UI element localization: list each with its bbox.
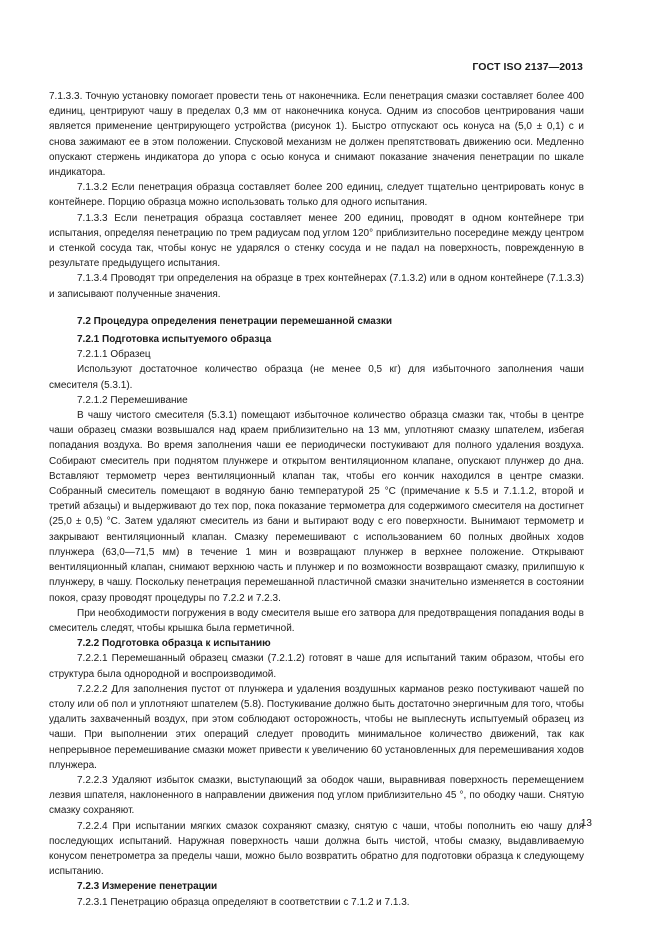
paragraph: 7.1.3.2 Если пенетрация образца составляет более 200 единиц, следует тщательно центрировать конус в контейнере. Порцию образца можно использовать только для одного испытания. bbox=[49, 182, 584, 209]
paragraph: В чашу чистого смесителя (5.3.1) помещают избыточное количество образца смазки так, чтобы в центре чаши образец смазки возвышался над краем приблизительно на 13 мм, уплотняют смазку шпателем, избегая попадания воздуха. Во время заполнения чаши ее периодически постукивают для полного удаления воздуха. Собирают смеситель при поднятом плунжере и открытом вентиляционном клапане, опускают плунжер до дна. Вставляют термометр через вентиляционный клапан так, чтобы его кончик находился в центре смазки. Собранный смеситель помещают в водяную баню температурой 25 °C (примечание к 5.5 и 7.1.1.2, второй и третий абзацы) и выдерживают до тех пор, пока показание термометра для содержимого смесителя на достигнет (25,0 ± 0,5) °C. Затем удаляют смеситель из бани и вытирают воду с его поверхности. Вынимают термометр и закрывают вентиляционный клапан. Смазку перемешивают с использованием 60 полных двойных ходов плунжера (63,0—71,5 мм) в течение 1 мин и возвращают плунжер в верхнее положение. Открывают вентиляционный клапан, снимают верхнюю часть и плунжер и по возможности возвращают смазку, прилипшую к плунжеру, в чашу. Поскольку пенетрация перемешанной пластичной смазки значительно изменяется в состоянии покоя, сразу проводят процедуры по 7.2.2 и 7.2.3. bbox=[49, 410, 584, 604]
section-heading: 7.2 Процедура определения пенетрации перемешанной смазки bbox=[77, 315, 393, 327]
paragraph: 7.2.2.1 Перемешанный образец смазки (7.2.1.2) готовят в чаше для испытаний таким образом, чтобы его структура была однородной и воспроизводимой. bbox=[49, 653, 584, 680]
paragraph: При необходимости погружения в воду смесителя выше его затвора для предотвращения попадания воды в смеситель следят, чтобы крышка была герметичной. bbox=[49, 607, 584, 634]
subsection-heading: 7.2.2 Подготовка образца к испытанию bbox=[77, 638, 271, 650]
paragraph: 7.1.3.3 Если пенетрация образца составляет менее 200 единиц, проводят в одном контейнере три испытания, определяя пенетрацию по трем радиусам под углом 120° приблизительно посередине между центром и стенкой сосуда так, чтобы конус не ударялся о стенку сосуда и не падал на поверхность, поврежденную в результате предыдущего испытания. bbox=[49, 212, 584, 270]
subsection-heading: 7.2.1 Подготовка испытуемого образца bbox=[77, 334, 272, 346]
clause-heading: 7.2.1.2 Перемешивание bbox=[77, 394, 188, 406]
clause-heading: 7.2.1.1 Образец bbox=[77, 349, 151, 361]
paragraph: 7.2.2.3 Удаляют избыток смазки, выступающий за ободок чаши, выравнивая поверхность перемещением лезвия шпателя, наклоненного в направлении движения под углом приблизительно 45 °, по ободку чаши. Снятую смазку сохраняют. bbox=[49, 774, 584, 817]
paragraph: 7.1.3.3. Точную установку помогает провести тень от наконечника. Если пенетрация смазки составляет более 400 единиц, центрируют чашу в пределах 0,3 мм от наконечника конуса. Одним из способов центрирования чаши является применение центрирующего устройства (рисунок 1). Быстро отпускают ось конуса на (5,0 ± 0,1) с и снова зажимают ее в этом положении. Спусковой механизм не должен препятствовать движению оси. Медленно опускают стержень индикатора до упора с осью конуса и снимают показание значения пенетрации по шкале индикатора. bbox=[49, 91, 584, 179]
paragraph: 7.2.2.4 При испытании мягких смазок сохраняют смазку, снятую с чаши, чтобы пополнить ею чашу для последующих испытаний. Наружная поверхность чаши должна быть чистой, чтобы смазку, выдавливаемую конусом пенетрометра за пределы чаши, можно было возвратить обратно для подготовки образца к следующему испытанию. bbox=[49, 820, 584, 878]
paragraph: 7.2.3.1 Пенетрацию образца определяют в соответствии с 7.1.2 и 7.1.3. bbox=[77, 896, 410, 908]
paragraph: 7.1.3.4 Проводят три определения на образце в трех контейнерах (7.1.3.2) или в одном контейнере (7.1.3.3) и записывают полученные значения. bbox=[49, 273, 584, 300]
subsection-heading: 7.2.3 Измерение пенетрации bbox=[77, 881, 218, 893]
page-number: 13 bbox=[580, 818, 592, 829]
paragraph: 7.2.2.2 Для заполнения пустот от плунжера и удаления воздушных карманов резко постукивают чашей по столу или об пол и уплотняют шпателем (5.8). Постукивание должно быть достаточно энергичным для того, чтобы удалить захваченный воздух, при этом соблюдают осторожность, чтобы не выплеснуть испытуемый образец из чаши. При выполнении этих операций следует проводить минимальное количество движений, так как непрерывное перемешивание смазки может привести к увеличению 60 установленных для перемешивания ходов плунжера. bbox=[49, 683, 584, 771]
document-body bbox=[49, 89, 584, 910]
paragraph: Используют достаточное количество образца (не менее 0,5 кг) для избыточного заполнения чаши смесителя (5.3.1). bbox=[49, 364, 584, 391]
document-header: ГОСТ ISO 2137—2013 bbox=[472, 61, 583, 73]
